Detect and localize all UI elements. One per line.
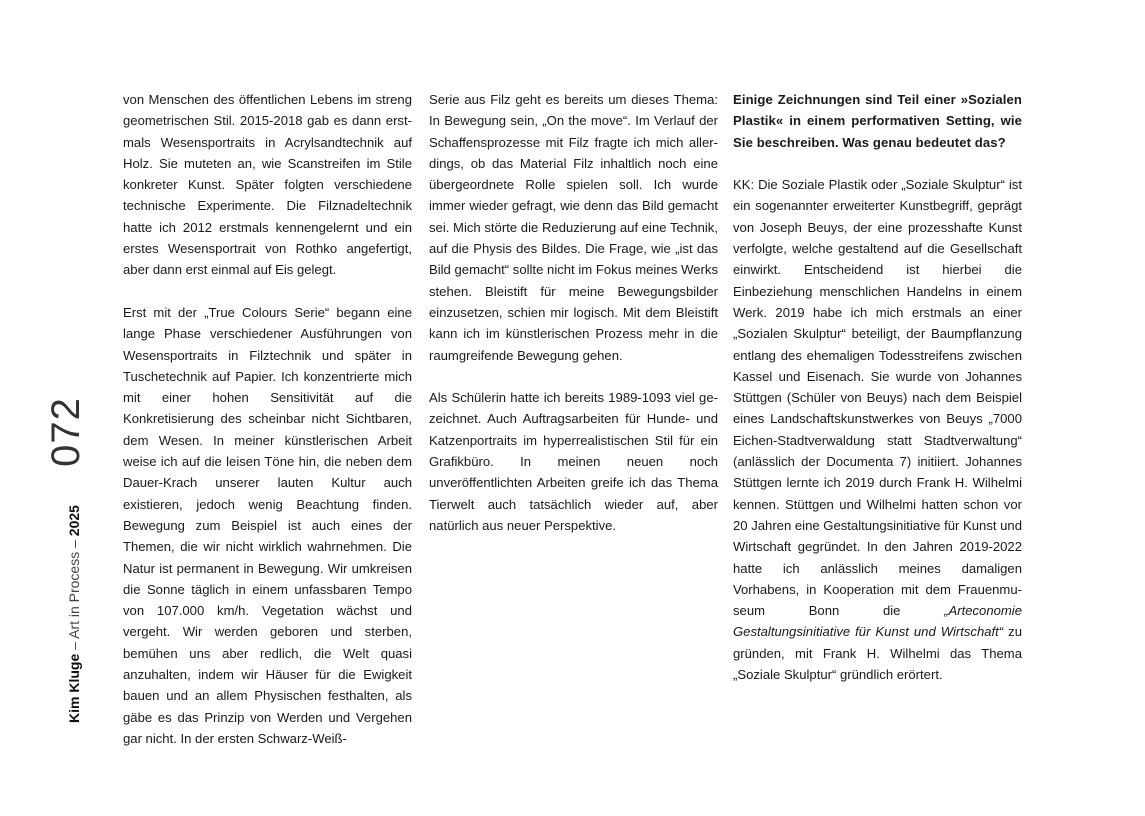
text-column-3 [733, 89, 1022, 707]
interview-question: Einige Zeichnungen sind Teil einer »Sozialen Plastik« in einem performativen Setting, wie Sie beschreiben. Was genau bedeutet das? [733, 92, 1022, 150]
answer-emphasis: „Arteconomie Gestaltungsinitiative für Kunst und Wirtschaft“ [733, 603, 1022, 640]
body-paragraph: Erst mit der „True Colours Serie“ begann eine lange Phase verschiedener Ausführungen von Wesensportraits in Filztechnik und später in Tuschetechnik auf Papier. Ich konzentrierte mich mit einer hohen Sensitivität auf die Konkretisierung des scheinbar nicht Sichtbaren, dem Wesen. In meiner künstlerischen Arbeit weise ich auf die leisen Töne hin, die neben dem Dauer-Krach unserer lauten Kultur auch existieren, jedoch wenig Beachtung finden. Bewegung zum Beispiel ist auch eines der Themen, die wir nicht wirklich wahrnehmen. Die Natur ist permanent in Bewegung. Wir umkreisen die Sonne täglich in einem unfassbaren Tempo von 107.000 km/h. Vegetation wächst und vergeht. Wir werden geboren und sterben, bemühen uns aber redlich, die Welt quasi anzuhalten, indem wir Häuser für die Ewigkeit bauen und an allem Physischen festhalten, als gäbe es das Prinzip von Werden und Vergehen gar nicht. In der ersten Schwarz-Weiß- [123, 304, 412, 746]
text-columns [123, 89, 1023, 789]
running-title-separator: – [66, 536, 82, 552]
page-sidebar [0, 0, 110, 816]
interview-answer [733, 174, 1022, 685]
body-paragraph: von Menschen des öffentlichen Lebens im streng geometrischen Stil. 2015-2018 gab es dann erstmals Wesensportraits in Acrylsandtechnik auf Holz. Sie muteten an, wie Scanstreifen im Stile konkreter Kunst. Später folgten verschiedene technische Experimente. Die Filznadeltechnik hatte ich 2012 erstmals kennengelernt und ein erstes Wesensportrait von Rothko angefertigt, aber dann erst einmal auf Eis gelegt. [123, 92, 412, 278]
running-title-year: 2025 [66, 505, 82, 537]
running-title-subtitle: Art in Process [66, 551, 82, 639]
body-paragraph: Als Schülerin hatte ich bereits 1989-1093 viel gezeichnet. Auch Auftragsarbeiten für Hunde- und Katzenportraits im hyperrealistischen Stil für ein Grafikbüro. In meinen neuen noch unveröffentlichten Arbeiten greife ich das Thema Tierwelt auch tatsächlich wieder auf, aber natürlich aus neuer Perspektive. [429, 390, 718, 533]
running-title [67, 505, 81, 723]
text-column-1 [123, 89, 412, 771]
running-title-author: Kim Kluge [66, 653, 82, 723]
running-title-separator: – [66, 638, 82, 654]
body-paragraph: Serie aus Filz geht es bereits um dieses Thema: In Bewegung sein, „On the move“. Im Verlauf der Schaffensprozesse mit Filz fragte ich mich allerdings, ob das Material Filz inhaltlich noch eine übergeordnete Rolle spielen soll. Ich wurde immer wieder gefragt, wie denn das Bild gemacht sei. Mich störte die Reduzierung auf eine Technik, auf die Physis des Bildes. Die Frage, wie „ist das Bild gemacht“ sollte nicht im Fokus meines Werks stehen. Bleistift für meine Bewegungsbilder einzusetzen, schien mir logisch. Mit dem Bleistift kann ich im künstlerischen Prozess mehr in die raumgreifende Bewegung gehen. [429, 92, 718, 363]
page-number: 072 [44, 397, 88, 467]
answer-text: KK: Die Soziale Plastik oder „Soziale Skulptur“ ist ein sogenannter erweiterter Kunstbegriff, geprägt von Joseph Beuys, der eine prozesshafte Kunst verfolgte, welche gestaltend auf die Gesellschaft einwirkt. Entscheidend ist hierbei die Einbeziehung menschlichen Handelns in einem Werk. 2019 habe ich mich erstmals an einer „Sozialen Skulptur“ beteiligt, der Baumpflanzung entlang des ehemaligen Todesstreifens zwischen Kassel und Eisenach. Sie wurde von Johannes Stüttgen (Schüler von Beuys) nach dem Beispiel eines Landschaftskunstwerkes von Beuys „7000 Eichen-Stadtverwaldung statt Stadtverwaltung“ (anlässlich der Documenta 7) initiiert. Johannes Stüttgen lernte ich 2019 durch Frank H. Wilhelmi kennen. Stüttgen und Wilhelmi hatten schon vor 20 Jahren eine Gestaltungsinitiative für Kunst und Wirtschaft gegründet. In den Jahren 2019-2022 hatte ich anlässlich meines damaligen Vorhabens, in Kooperation mit dem Frauenmuseum Bonn die [733, 177, 1022, 619]
text-column-2 [429, 89, 718, 558]
answer-text: zu gründen, mit Frank H. Wilhelmi das Thema „Soziale Skulptur“ gründlich erörtert. [733, 624, 1022, 683]
